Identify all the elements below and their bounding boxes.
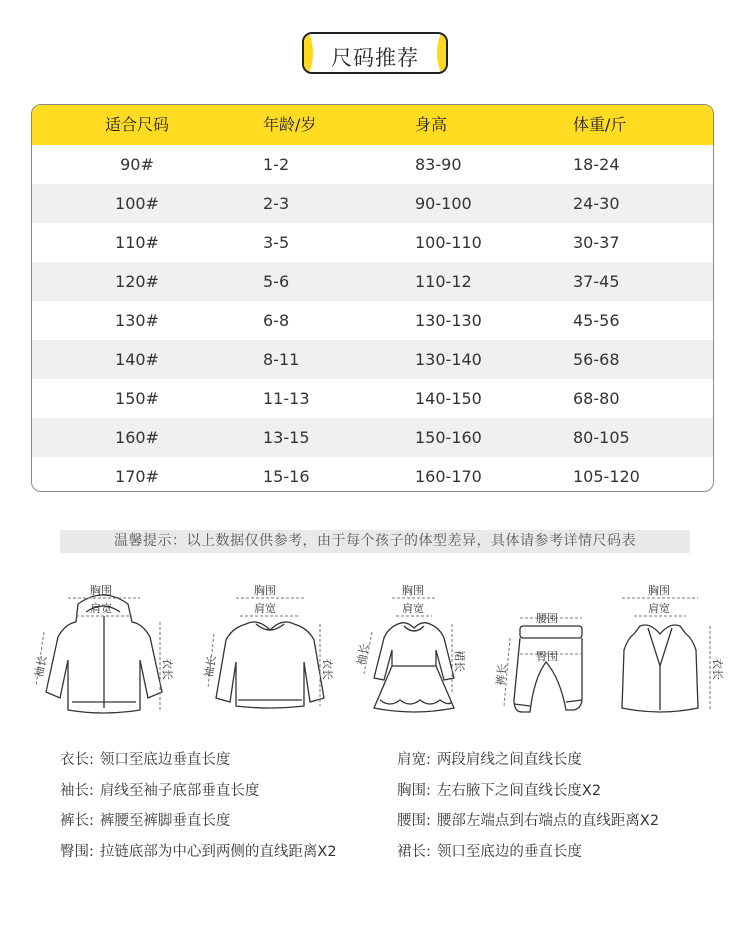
definition-item: 衣长: 领口至底边垂直长度 bbox=[60, 748, 230, 769]
definition-desc: 左右腋下之间直线长度X2 bbox=[436, 783, 602, 799]
table-row bbox=[32, 223, 713, 262]
definition-desc: 领口至底边垂直长度 bbox=[99, 752, 231, 768]
cell-weight: 18-24 bbox=[573, 155, 620, 174]
jacket-sleeve-label: 袖长 bbox=[32, 654, 50, 679]
definition-desc: 拉链底部为中心到两侧的直线距离X2 bbox=[99, 844, 337, 860]
definition-item: 裤长: 裤腰至裤脚垂直长度 bbox=[60, 809, 230, 830]
sweater-shoulder-label: 肩宽 bbox=[254, 602, 276, 615]
cell-age: 5-6 bbox=[263, 272, 290, 291]
definition-desc: 肩线至袖子底部垂直长度 bbox=[99, 783, 260, 799]
cell-height: 110-12 bbox=[415, 272, 472, 291]
table-row bbox=[32, 262, 713, 301]
definition-item: 腰围: 腰部左端点到右端点的直线距离X2 bbox=[397, 809, 659, 830]
definition-item: 袖长: 肩线至袖子底部垂直长度 bbox=[60, 779, 259, 800]
table-row bbox=[32, 184, 713, 223]
cell-size: 110# bbox=[115, 233, 159, 252]
pants-waist-label: 腰围 bbox=[536, 612, 558, 625]
cell-weight: 105-120 bbox=[573, 467, 640, 486]
definition-term: 裤长 bbox=[60, 813, 89, 829]
cell-size: 150# bbox=[115, 389, 159, 408]
cell-weight: 37-45 bbox=[573, 272, 620, 291]
table-header-row bbox=[32, 105, 713, 145]
vest-shoulder-label: 肩宽 bbox=[648, 602, 670, 615]
cell-age: 1-2 bbox=[263, 155, 290, 174]
dress-diagram bbox=[350, 582, 480, 722]
header-size: 适合尺码 bbox=[104, 115, 169, 134]
table-row bbox=[32, 418, 713, 457]
title-pill bbox=[302, 32, 448, 74]
pants-waistband bbox=[520, 626, 582, 638]
definition-term: 胸围 bbox=[397, 783, 426, 799]
pants-length-label: 裤长 bbox=[494, 663, 510, 687]
vest-length-label: 衣长 bbox=[711, 658, 724, 680]
cell-age: 11-13 bbox=[263, 389, 310, 408]
definition-desc: 两段肩线之间直线长度 bbox=[436, 752, 582, 768]
definition-desc: 领口至底边的垂直长度 bbox=[436, 844, 582, 860]
section-title bbox=[302, 32, 448, 74]
definition-item: 肩宽: 两段肩线之间直线长度 bbox=[397, 748, 582, 769]
table-row bbox=[32, 379, 713, 418]
sweater-diagram bbox=[200, 582, 340, 722]
cell-size: 90# bbox=[120, 155, 154, 174]
vest-diagram bbox=[600, 582, 730, 722]
definition-desc: 腰部左端点到右端点的直线距离X2 bbox=[436, 813, 660, 829]
dress-outline bbox=[374, 623, 454, 712]
jacket-diagram bbox=[28, 582, 180, 722]
cell-age: 13-15 bbox=[263, 428, 310, 447]
header-height: 身高 bbox=[415, 115, 448, 134]
header-weight: 体重/斤 bbox=[573, 115, 627, 134]
definition-term: 袖长 bbox=[60, 783, 89, 799]
sweater-chest-label: 胸围 bbox=[254, 584, 276, 597]
cell-height: 130-140 bbox=[415, 350, 482, 369]
jacket-chest-label: 胸围 bbox=[90, 584, 112, 597]
title-text: 尺码推荐 bbox=[331, 46, 419, 70]
cell-weight: 45-56 bbox=[573, 311, 620, 330]
table-row bbox=[32, 457, 713, 492]
cell-height: 90-100 bbox=[415, 194, 472, 213]
cell-size: 130# bbox=[115, 311, 159, 330]
dress-sleeve-label: 袖长 bbox=[354, 642, 372, 667]
cell-age: 3-5 bbox=[263, 233, 290, 252]
cell-size: 170# bbox=[115, 467, 159, 486]
definition-desc: 裤腰至裤脚垂直长度 bbox=[99, 813, 231, 829]
cell-age: 15-16 bbox=[263, 467, 310, 486]
definition-term: 腰围 bbox=[397, 813, 426, 829]
cell-weight: 68-80 bbox=[573, 389, 620, 408]
pants-diagram bbox=[490, 582, 590, 722]
definition-term: 肩宽 bbox=[397, 752, 426, 768]
cell-height: 150-160 bbox=[415, 428, 482, 447]
cell-size: 140# bbox=[115, 350, 159, 369]
pants-hip-label: 臀围 bbox=[536, 650, 558, 663]
cell-weight: 30-37 bbox=[573, 233, 620, 252]
cell-weight: 24-30 bbox=[573, 194, 620, 213]
definition-item: 裙长: 领口至底边的垂直长度 bbox=[397, 840, 582, 861]
size-tip: 温馨提示：以上数据仅供参考，由于每个孩子的体型差异，具体请参考详情尺码表 bbox=[60, 530, 690, 553]
definition-term: 臀围 bbox=[60, 844, 89, 860]
cell-height: 140-150 bbox=[415, 389, 482, 408]
cell-height: 83-90 bbox=[415, 155, 462, 174]
cell-weight: 56-68 bbox=[573, 350, 620, 369]
dress-chest-label: 胸围 bbox=[402, 584, 424, 597]
table-row bbox=[32, 340, 713, 379]
dress-shoulder-label: 肩宽 bbox=[402, 602, 424, 615]
cell-size: 120# bbox=[115, 272, 159, 291]
sweater-sleeve-label: 袖长 bbox=[202, 654, 219, 679]
definition-item: 胸围: 左右腋下之间直线长度X2 bbox=[397, 779, 601, 800]
cell-size: 100# bbox=[115, 194, 159, 213]
cell-height: 100-110 bbox=[415, 233, 482, 252]
cell-size: 160# bbox=[115, 428, 159, 447]
size-table bbox=[31, 104, 714, 492]
cell-height: 160-170 bbox=[415, 467, 482, 486]
sweater-outline bbox=[216, 622, 324, 708]
cell-age: 6-8 bbox=[263, 311, 290, 330]
definition-term: 衣长 bbox=[60, 752, 89, 768]
header-age: 年龄/岁 bbox=[263, 115, 317, 134]
table-row bbox=[32, 301, 713, 340]
vest-chest-label: 胸围 bbox=[648, 584, 670, 597]
definition-item: 臀围: 拉链底部为中心到两侧的直线距离X2 bbox=[60, 840, 337, 861]
sweater-length-label: 衣长 bbox=[321, 658, 334, 680]
jacket-shoulder-label: 肩宽 bbox=[90, 602, 112, 615]
cell-age: 2-3 bbox=[263, 194, 290, 213]
cell-age: 8-11 bbox=[263, 350, 300, 369]
dress-length-label: 裙长 bbox=[453, 650, 466, 672]
jacket-length-label: 衣长 bbox=[161, 658, 174, 680]
definition-term: 裙长 bbox=[397, 844, 426, 860]
cell-weight: 80-105 bbox=[573, 428, 630, 447]
table-row bbox=[32, 145, 713, 184]
cell-height: 130-130 bbox=[415, 311, 482, 330]
